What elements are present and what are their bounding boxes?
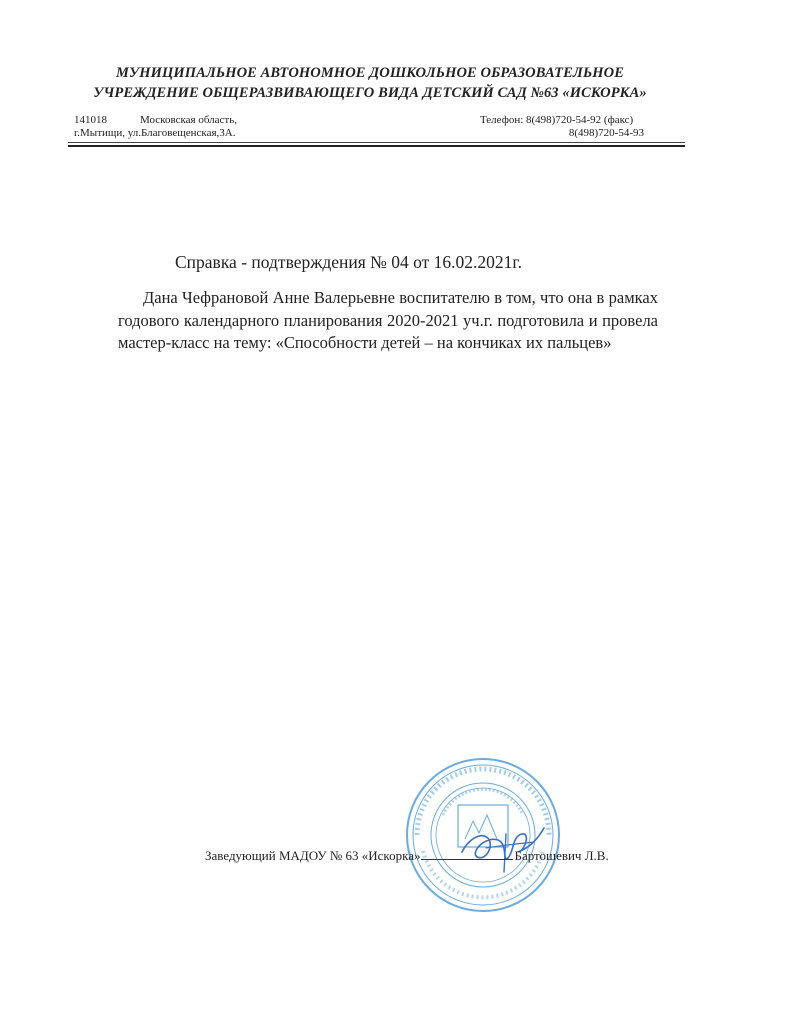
region: Московская область, — [140, 114, 237, 126]
phone-block — [480, 114, 654, 140]
street-address: г.Мытищи, ул.Благовещенская,3А. — [74, 127, 236, 139]
document-body: Дана Чефрановой Анне Валерьевне воспитателю в том, что она в рамках годового календарного планирования 2020-2021 уч.г. подготовила и провела мастер-класс на тему: «Способности детей – на кончиках их пальцев» — [118, 288, 658, 352]
signer-position: Заведующий МАДОУ № 63 «Искорка» — [205, 848, 421, 863]
postal-code: 141018 — [74, 114, 107, 126]
signature-line — [421, 848, 513, 860]
phone-line-1: Телефон: 8(498)720-54-92 (факс) — [480, 114, 634, 126]
signer-name: Бартошевич Л.В. — [514, 848, 609, 863]
document-title: Справка - подтверждения № 04 от 16.02.2021г. — [175, 252, 522, 272]
org-name-line-1: МУНИЦИПАЛЬНОЕ АВТОНОМНОЕ ДОШКОЛЬНОЕ ОБРАЗОВАТЕЛЬНОЕ — [116, 65, 624, 81]
org-name-line-2: УЧРЕЖДЕНИЕ ОБЩЕРАЗВИВАЮЩЕГО ВИДА ДЕТСКИЙ САД №63 «ИСКОРКА» — [93, 85, 647, 101]
phone-line-2: 8(498)720-54-93 — [568, 127, 644, 139]
address-block — [74, 114, 237, 140]
signature-row — [205, 848, 609, 864]
header-divider-thick — [68, 145, 685, 147]
header-divider-thin — [68, 142, 685, 143]
organization-name — [60, 63, 680, 103]
